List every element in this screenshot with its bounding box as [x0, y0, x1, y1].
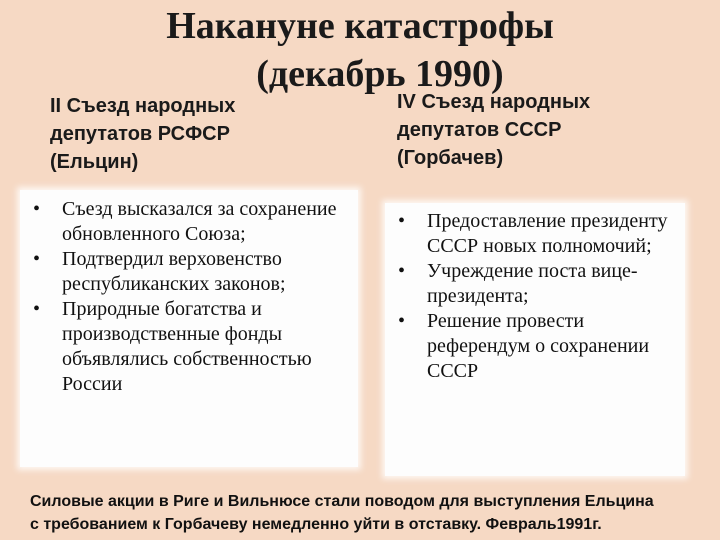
list-item-text: Природные богатства и производственные фонды объявлялись собственностью России [62, 298, 312, 395]
bullet-icon: • [33, 198, 41, 220]
list-item [20, 247, 358, 297]
left-bullet-list [20, 190, 358, 397]
list-item-text: Решение провести референдум о сохранении СССР [427, 310, 650, 382]
left-content-box [20, 190, 358, 467]
list-item-text: Предоставление президенту СССР новых полномочий; [427, 210, 668, 257]
left-heading-line: (Ельцин) [50, 151, 139, 173]
left-heading-line: депутатов РСФСР [50, 123, 230, 145]
list-item-text: Съезд высказался за сохранение обновленного Союза; [62, 198, 337, 245]
right-bullet-list [385, 203, 685, 384]
footer-line: с требованием к Горбачеву немедленно уйти в отставку. Февраль1991г. [30, 516, 602, 533]
list-item [20, 297, 358, 397]
bullet-icon: • [33, 248, 41, 270]
footer-note [30, 490, 710, 536]
bullet-icon: • [398, 210, 406, 232]
footer-line: Силовые акции в Риге и Вильнюсе стали поводом для выступления Ельцина [30, 493, 654, 510]
right-heading-line: IV Съезд народных [397, 91, 591, 113]
right-content-box [385, 203, 685, 476]
left-heading-line: II Съезд народных [50, 95, 236, 117]
bullet-icon: • [398, 310, 406, 332]
slide-title [0, 2, 720, 98]
bullet-icon: • [398, 260, 406, 282]
right-column-heading [397, 88, 657, 172]
title-line-2: (декабрь 1990) [256, 53, 504, 95]
title-line-1: Накануне катастрофы [166, 5, 554, 47]
list-item-text: Учреждение поста вице-президента; [427, 260, 638, 307]
list-item [385, 209, 685, 259]
left-column-heading [50, 92, 310, 176]
bullet-icon: • [33, 298, 41, 320]
right-heading-line: (Горбачев) [397, 147, 504, 169]
right-heading-line: депутатов СССР [397, 119, 562, 141]
list-item [385, 259, 685, 309]
list-item [385, 309, 685, 384]
list-item [20, 197, 358, 247]
list-item-text: Подтвердил верховенство республиканских законов; [62, 248, 286, 295]
